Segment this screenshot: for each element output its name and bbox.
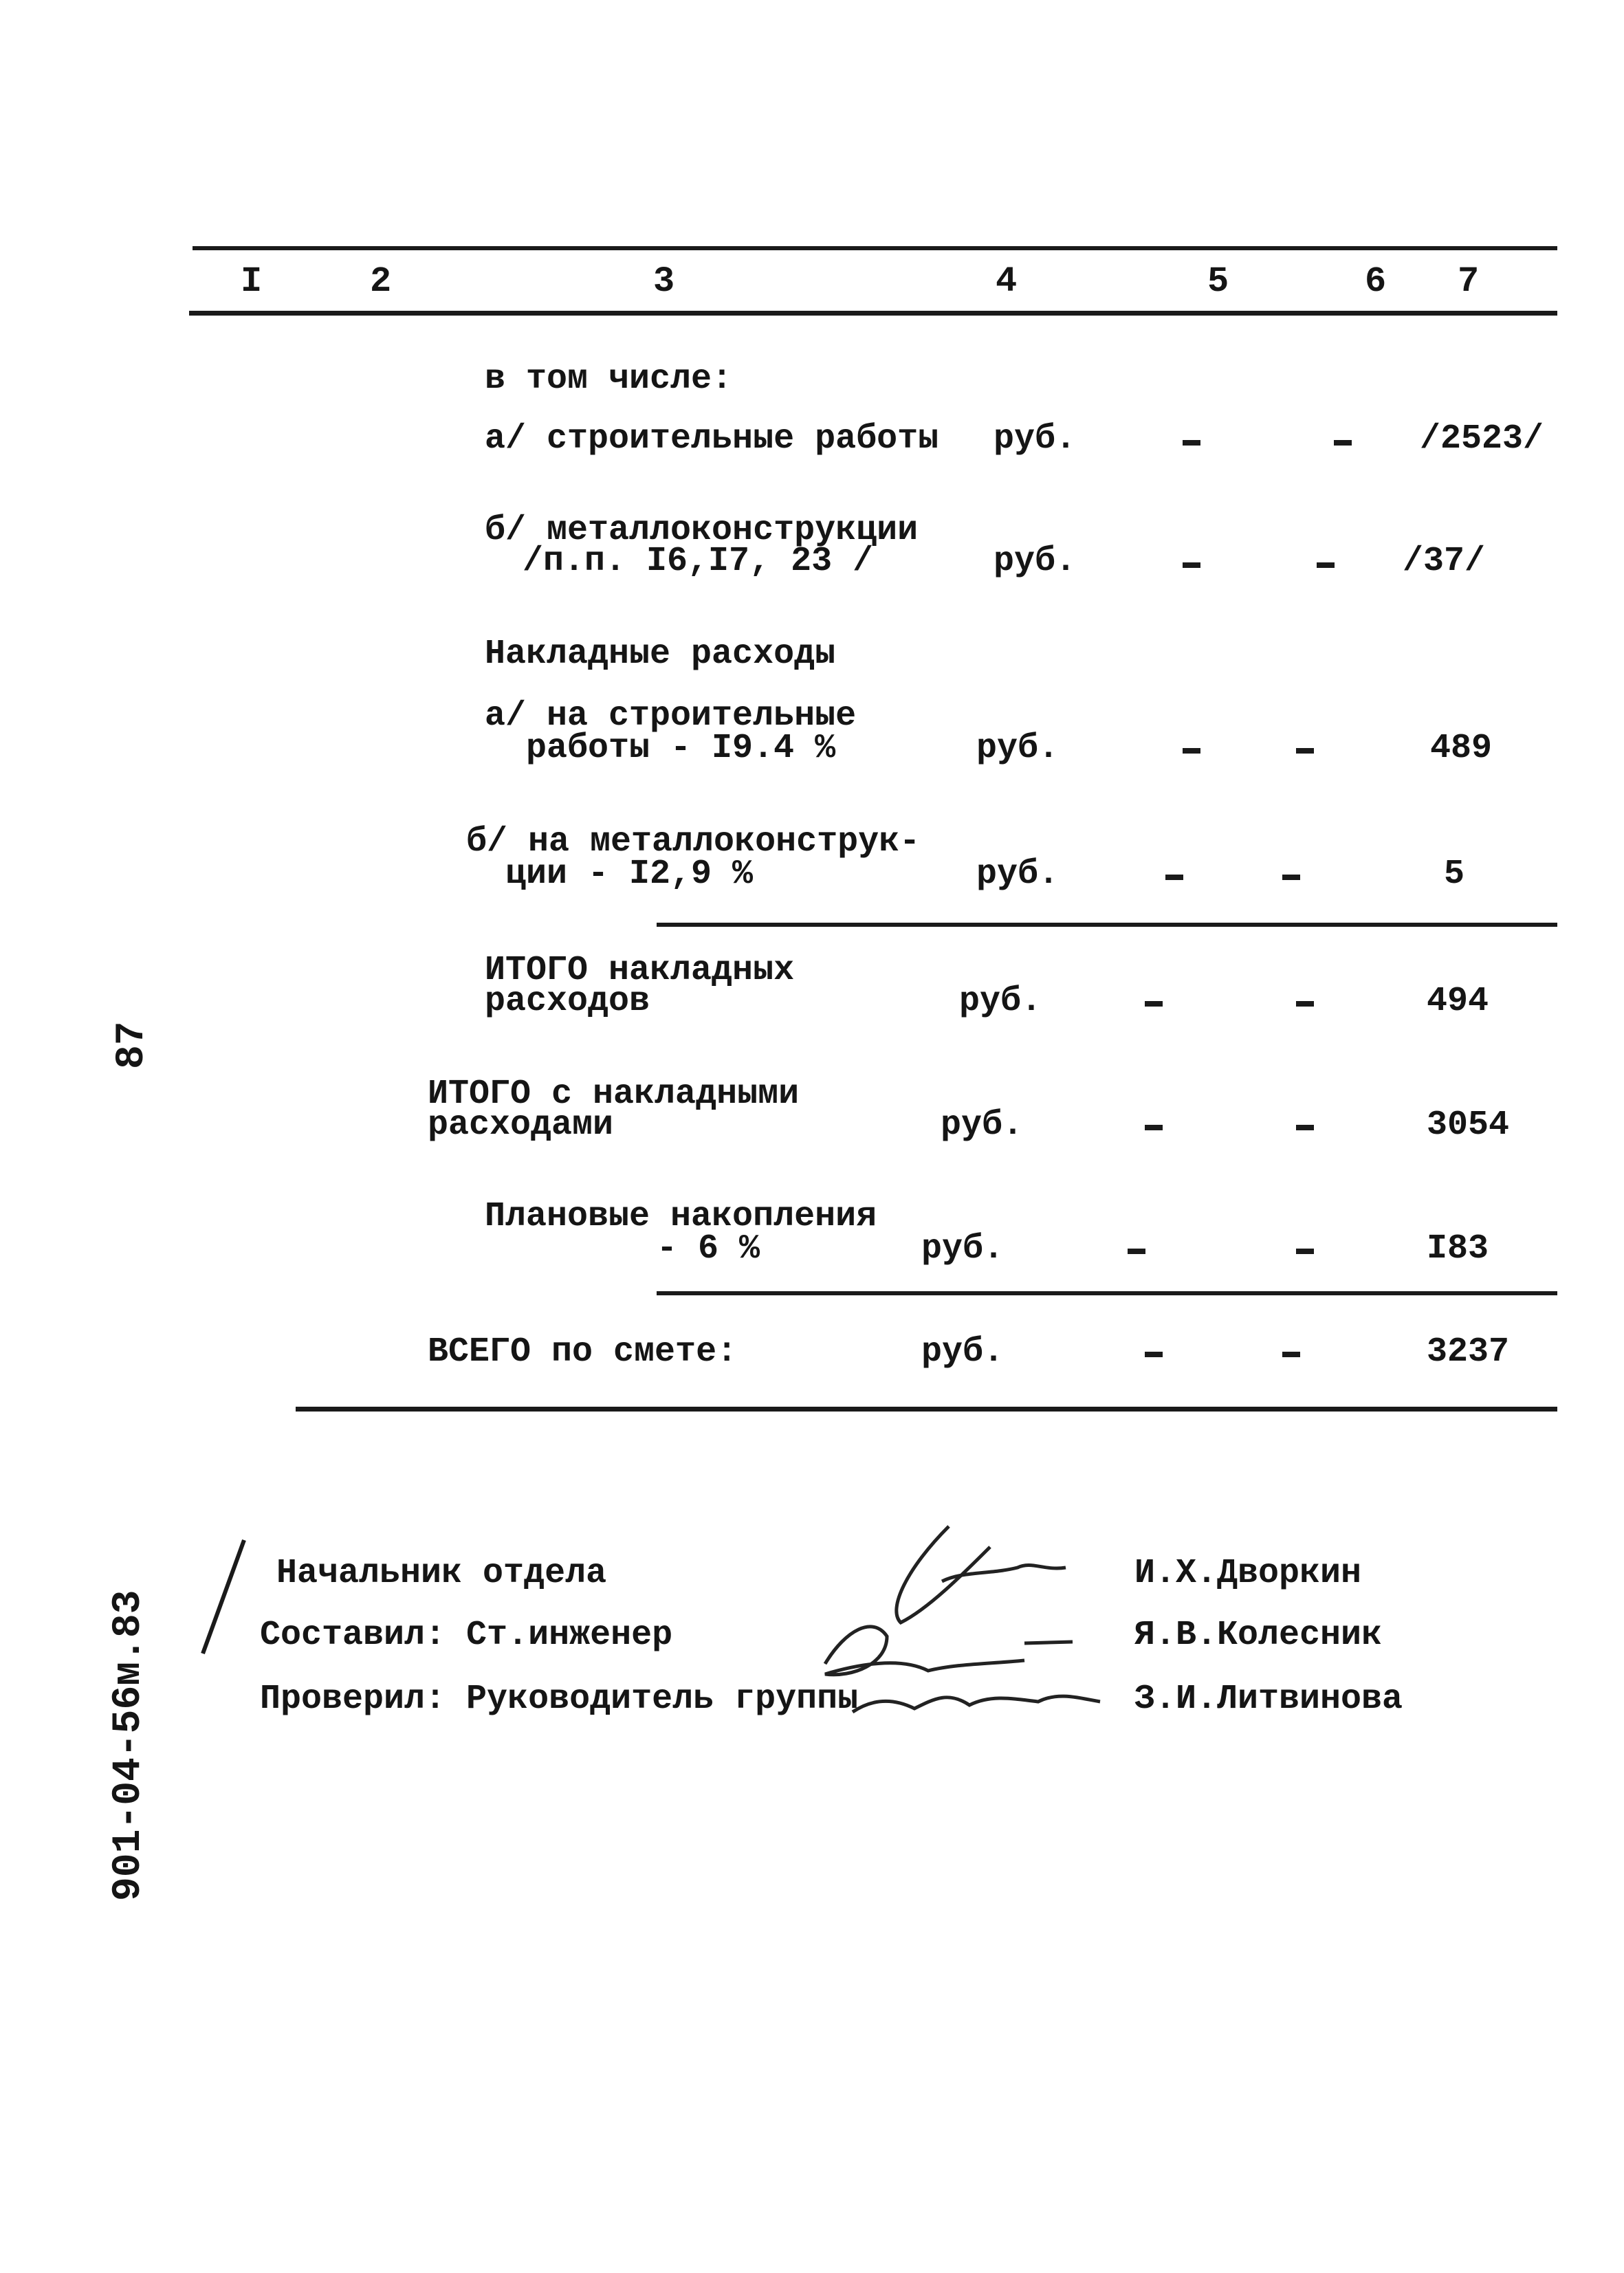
row-c5-dash bbox=[1183, 562, 1200, 568]
row-c6-dash bbox=[1317, 562, 1335, 568]
row-unit: руб. bbox=[921, 1229, 1005, 1269]
row-c5-dash bbox=[1165, 875, 1183, 880]
row-total-value: 489 bbox=[1430, 729, 1493, 768]
row-c5-dash bbox=[1145, 1125, 1163, 1130]
subtotal-rule bbox=[657, 1291, 1557, 1295]
row-c5-dash bbox=[1183, 440, 1200, 446]
row-label-line1: ИТОГО накладных bbox=[485, 951, 795, 990]
row-c5-dash bbox=[1128, 1249, 1145, 1254]
row-unit: руб. bbox=[994, 542, 1077, 581]
row-total-value: 5 bbox=[1444, 855, 1465, 894]
row-unit: руб. bbox=[921, 1332, 1005, 1372]
row-total-value: 3237 bbox=[1427, 1332, 1510, 1372]
row-c6-dash bbox=[1334, 440, 1352, 446]
row-c6-dash bbox=[1296, 1249, 1314, 1254]
row-label-line2: /п.п. I6,I7, 23 / bbox=[523, 542, 874, 581]
row-label-including: в том числе: bbox=[485, 360, 733, 399]
row-total-value: I83 bbox=[1427, 1229, 1489, 1269]
table-top-rule bbox=[193, 246, 1557, 250]
row-total-value: /2523/ bbox=[1420, 419, 1544, 459]
row-total-value: 3054 bbox=[1427, 1106, 1510, 1145]
row-c6-dash bbox=[1282, 875, 1300, 880]
signature-name: З.И.Литвинова bbox=[1134, 1680, 1403, 1719]
row-label-line1: б/ на металлоконструк- bbox=[466, 822, 921, 861]
row-label-line2: работы - I9.4 % bbox=[526, 729, 836, 768]
signature-role: Начальник отдела bbox=[276, 1554, 607, 1593]
header-bottom-rule bbox=[189, 311, 1557, 316]
row-unit: руб. bbox=[976, 729, 1060, 768]
signature-role: Проверил: Руководитель группы bbox=[260, 1680, 859, 1719]
row-unit: руб. bbox=[941, 1106, 1024, 1145]
col-header-4: 4 bbox=[996, 261, 1018, 302]
document-code: 901-04-56м.83 bbox=[107, 1590, 151, 1901]
row-c5-dash bbox=[1145, 1001, 1163, 1007]
row-label-grand-total: ВСЕГО по смете: bbox=[428, 1332, 738, 1372]
handwritten-signature bbox=[784, 1506, 1114, 1739]
row-unit: руб. bbox=[994, 419, 1077, 459]
row-label-line2: - 6 % bbox=[657, 1229, 760, 1269]
subtotal-rule bbox=[657, 923, 1557, 927]
row-total-value: 494 bbox=[1427, 982, 1489, 1021]
row-c6-dash bbox=[1296, 748, 1314, 754]
signature-name: Я.В.Колесник bbox=[1134, 1616, 1383, 1655]
table-bottom-rule bbox=[296, 1407, 1557, 1412]
signature-name: И.Х.Дворкин bbox=[1134, 1554, 1362, 1593]
col-header-3: 3 bbox=[653, 261, 675, 302]
row-label-line1: ИТОГО с накладными bbox=[428, 1075, 800, 1114]
row-c5-dash bbox=[1183, 748, 1200, 754]
col-header-5: 5 bbox=[1207, 261, 1229, 302]
row-total-value: /37/ bbox=[1403, 542, 1486, 581]
col-header-6: 6 bbox=[1365, 261, 1387, 302]
page-number: 87 bbox=[110, 1021, 155, 1069]
row-unit: руб. bbox=[959, 982, 1042, 1021]
row-c6-dash bbox=[1296, 1001, 1314, 1007]
row-label-line2: ции - I2,9 % bbox=[505, 855, 754, 894]
row-label-construction: а/ строительные работы bbox=[485, 419, 939, 459]
row-label-line1: а/ на строительные bbox=[485, 696, 857, 736]
row-label-overheads: Накладные расходы bbox=[485, 635, 836, 674]
col-header-1: I bbox=[241, 261, 263, 302]
col-header-2: 2 bbox=[370, 261, 392, 302]
row-c6-dash bbox=[1296, 1125, 1314, 1130]
row-label-line2: расходов bbox=[485, 982, 650, 1021]
row-unit: руб. bbox=[976, 855, 1060, 894]
row-label-line1: б/ металлоконструкции bbox=[485, 511, 919, 550]
row-c6-dash bbox=[1282, 1352, 1300, 1357]
row-c5-dash bbox=[1145, 1352, 1163, 1357]
row-label-line2: расходами bbox=[428, 1106, 614, 1145]
row-label-line1: Плановые накопления bbox=[485, 1197, 877, 1236]
signature-role: Составил: Ст.инженер bbox=[260, 1616, 673, 1655]
col-header-7: 7 bbox=[1458, 261, 1480, 302]
slash-mark bbox=[196, 1537, 251, 1660]
